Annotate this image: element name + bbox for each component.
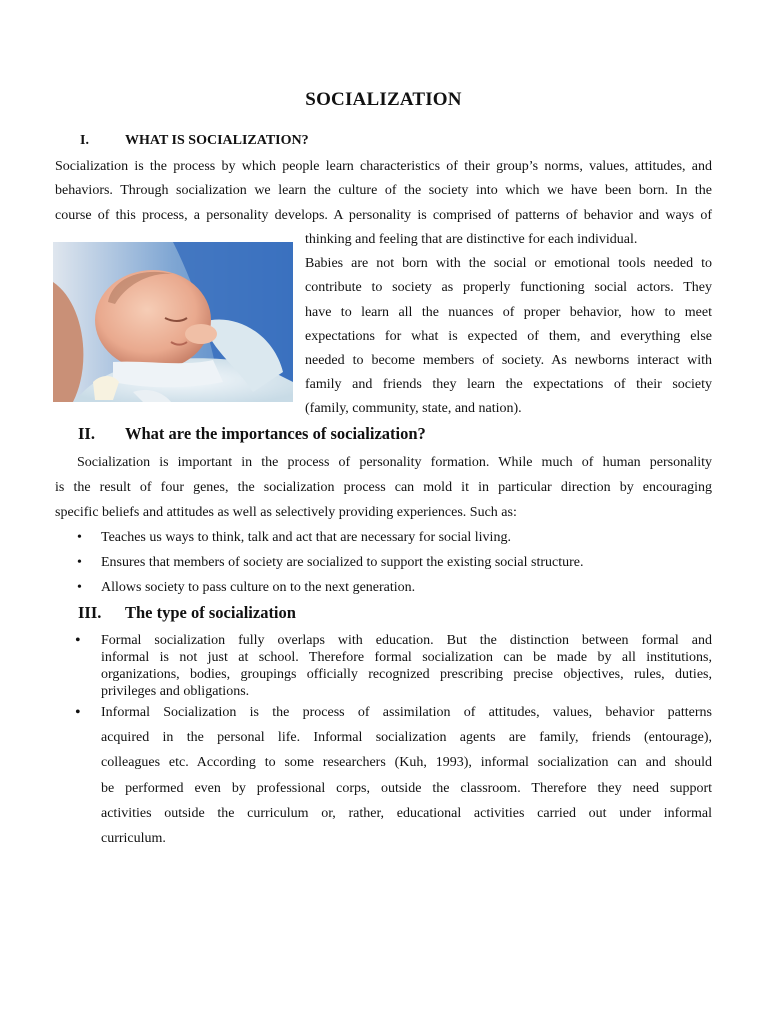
paragraph-line: Socialization is important in the process of personality formation. While much of human personality: [77, 455, 712, 470]
paragraph-line: colleagues etc. According to some researchers (Kuh, 1993), informal socialization can and should: [101, 755, 712, 771]
bullet-marker: •: [77, 555, 82, 570]
section-1-wrapped-text: [305, 228, 712, 422]
paragraph-line: organizations, bodies, groupings officially recognized prescribing precise objectives, rules, duties,: [101, 667, 712, 682]
paragraph-line: be performed even by professional corps, outside the classroom. Therefore they need support: [101, 780, 712, 796]
paragraph-line: family and friends they learn the expectations of their society: [305, 377, 712, 393]
list-item-text: Allows society to pass culture on to the next generation.: [101, 580, 416, 595]
bullet-marker: •: [75, 632, 81, 649]
paragraph-line: expectations for what is expected of them, and everything else: [305, 328, 712, 344]
section-3-number: III.: [78, 603, 102, 622]
bullet-marker: •: [77, 530, 82, 545]
section-1-title: WHAT IS SOCIALIZATION?: [125, 133, 309, 148]
baby-photo: [53, 242, 293, 402]
bullet-marker: •: [77, 580, 82, 595]
section-3-heading: [78, 603, 296, 623]
paragraph-line: Informal Socialization is the process of assimilation of attitudes, values, behavior patterns: [101, 705, 712, 720]
list-item: [55, 550, 712, 575]
section-2-number: II.: [78, 424, 95, 443]
bullet-marker: •: [75, 704, 81, 721]
paragraph-line: specific beliefs and attitudes as well as selectively providing experiences. Such as:: [55, 505, 517, 520]
paragraph-line: curriculum.: [101, 831, 166, 847]
section-1-number: I.: [80, 133, 89, 148]
paragraph-line: is the result of four genes, the socialization process can mold it in particular direction by encouraging: [55, 480, 712, 495]
paragraph-line: contribute to society as properly functioning social actors. They: [305, 280, 712, 296]
paragraph-line: have to learn all the nuances of proper behavior, how to meet: [305, 304, 712, 320]
paragraph-line: privileges and obligations.: [101, 684, 250, 699]
list-item-informal: [55, 700, 712, 851]
list-item: [55, 525, 712, 550]
paragraph-line: Socialization is the process by which people learn characteristics of their group’s norms, values, attitudes, and: [55, 159, 712, 174]
baby-photo-illustration: [53, 242, 293, 402]
paragraph-line: activities outside the curriculum or, rather, educational activities carried out under informal: [101, 805, 712, 821]
list-item-text: Ensures that members of society are socialized to support the existing social structure.: [101, 555, 584, 570]
list-item-text: Teaches us ways to think, talk and act that are necessary for social living.: [101, 530, 511, 545]
paragraph-line: behaviors. Through socialization we learn the culture of the society into which we have been born. In the: [55, 183, 712, 199]
paragraph-line: course of this process, a personality develops. A personality is comprised of patterns of behavior and ways of: [55, 207, 712, 223]
type-bullet-list: [55, 632, 712, 851]
paragraph-line: needed to become members of society. As newborns interact with: [305, 353, 712, 369]
section-3-title: The type of socialization: [125, 603, 296, 622]
importance-bullet-list: [55, 525, 712, 600]
list-item-formal: [55, 632, 712, 700]
section-1-heading: [80, 133, 309, 149]
list-item: [55, 575, 712, 600]
paragraph-line: (family, community, state, and nation).: [305, 401, 522, 417]
section-2-heading: [78, 424, 426, 444]
paragraph-line: acquired in the personal life. Informal socialization agents are family, friends (entourage),: [101, 730, 712, 746]
page-title: SOCIALIZATION: [305, 89, 462, 110]
section-2-title: What are the importances of socialization?: [125, 424, 426, 443]
paragraph-line: thinking and feeling that are distinctive for each individual.: [305, 232, 638, 247]
paragraph-line: Formal socialization fully overlaps with education. But the distinction between formal and: [101, 633, 712, 648]
section-1-paragraph: [55, 155, 712, 228]
section-2-paragraph: [55, 450, 712, 525]
paragraph-line: Babies are not born with the social or emotional tools needed to: [305, 256, 712, 272]
paragraph-line: informal is not just at school. Therefore formal socialization can be made by all institutions,: [101, 650, 712, 665]
